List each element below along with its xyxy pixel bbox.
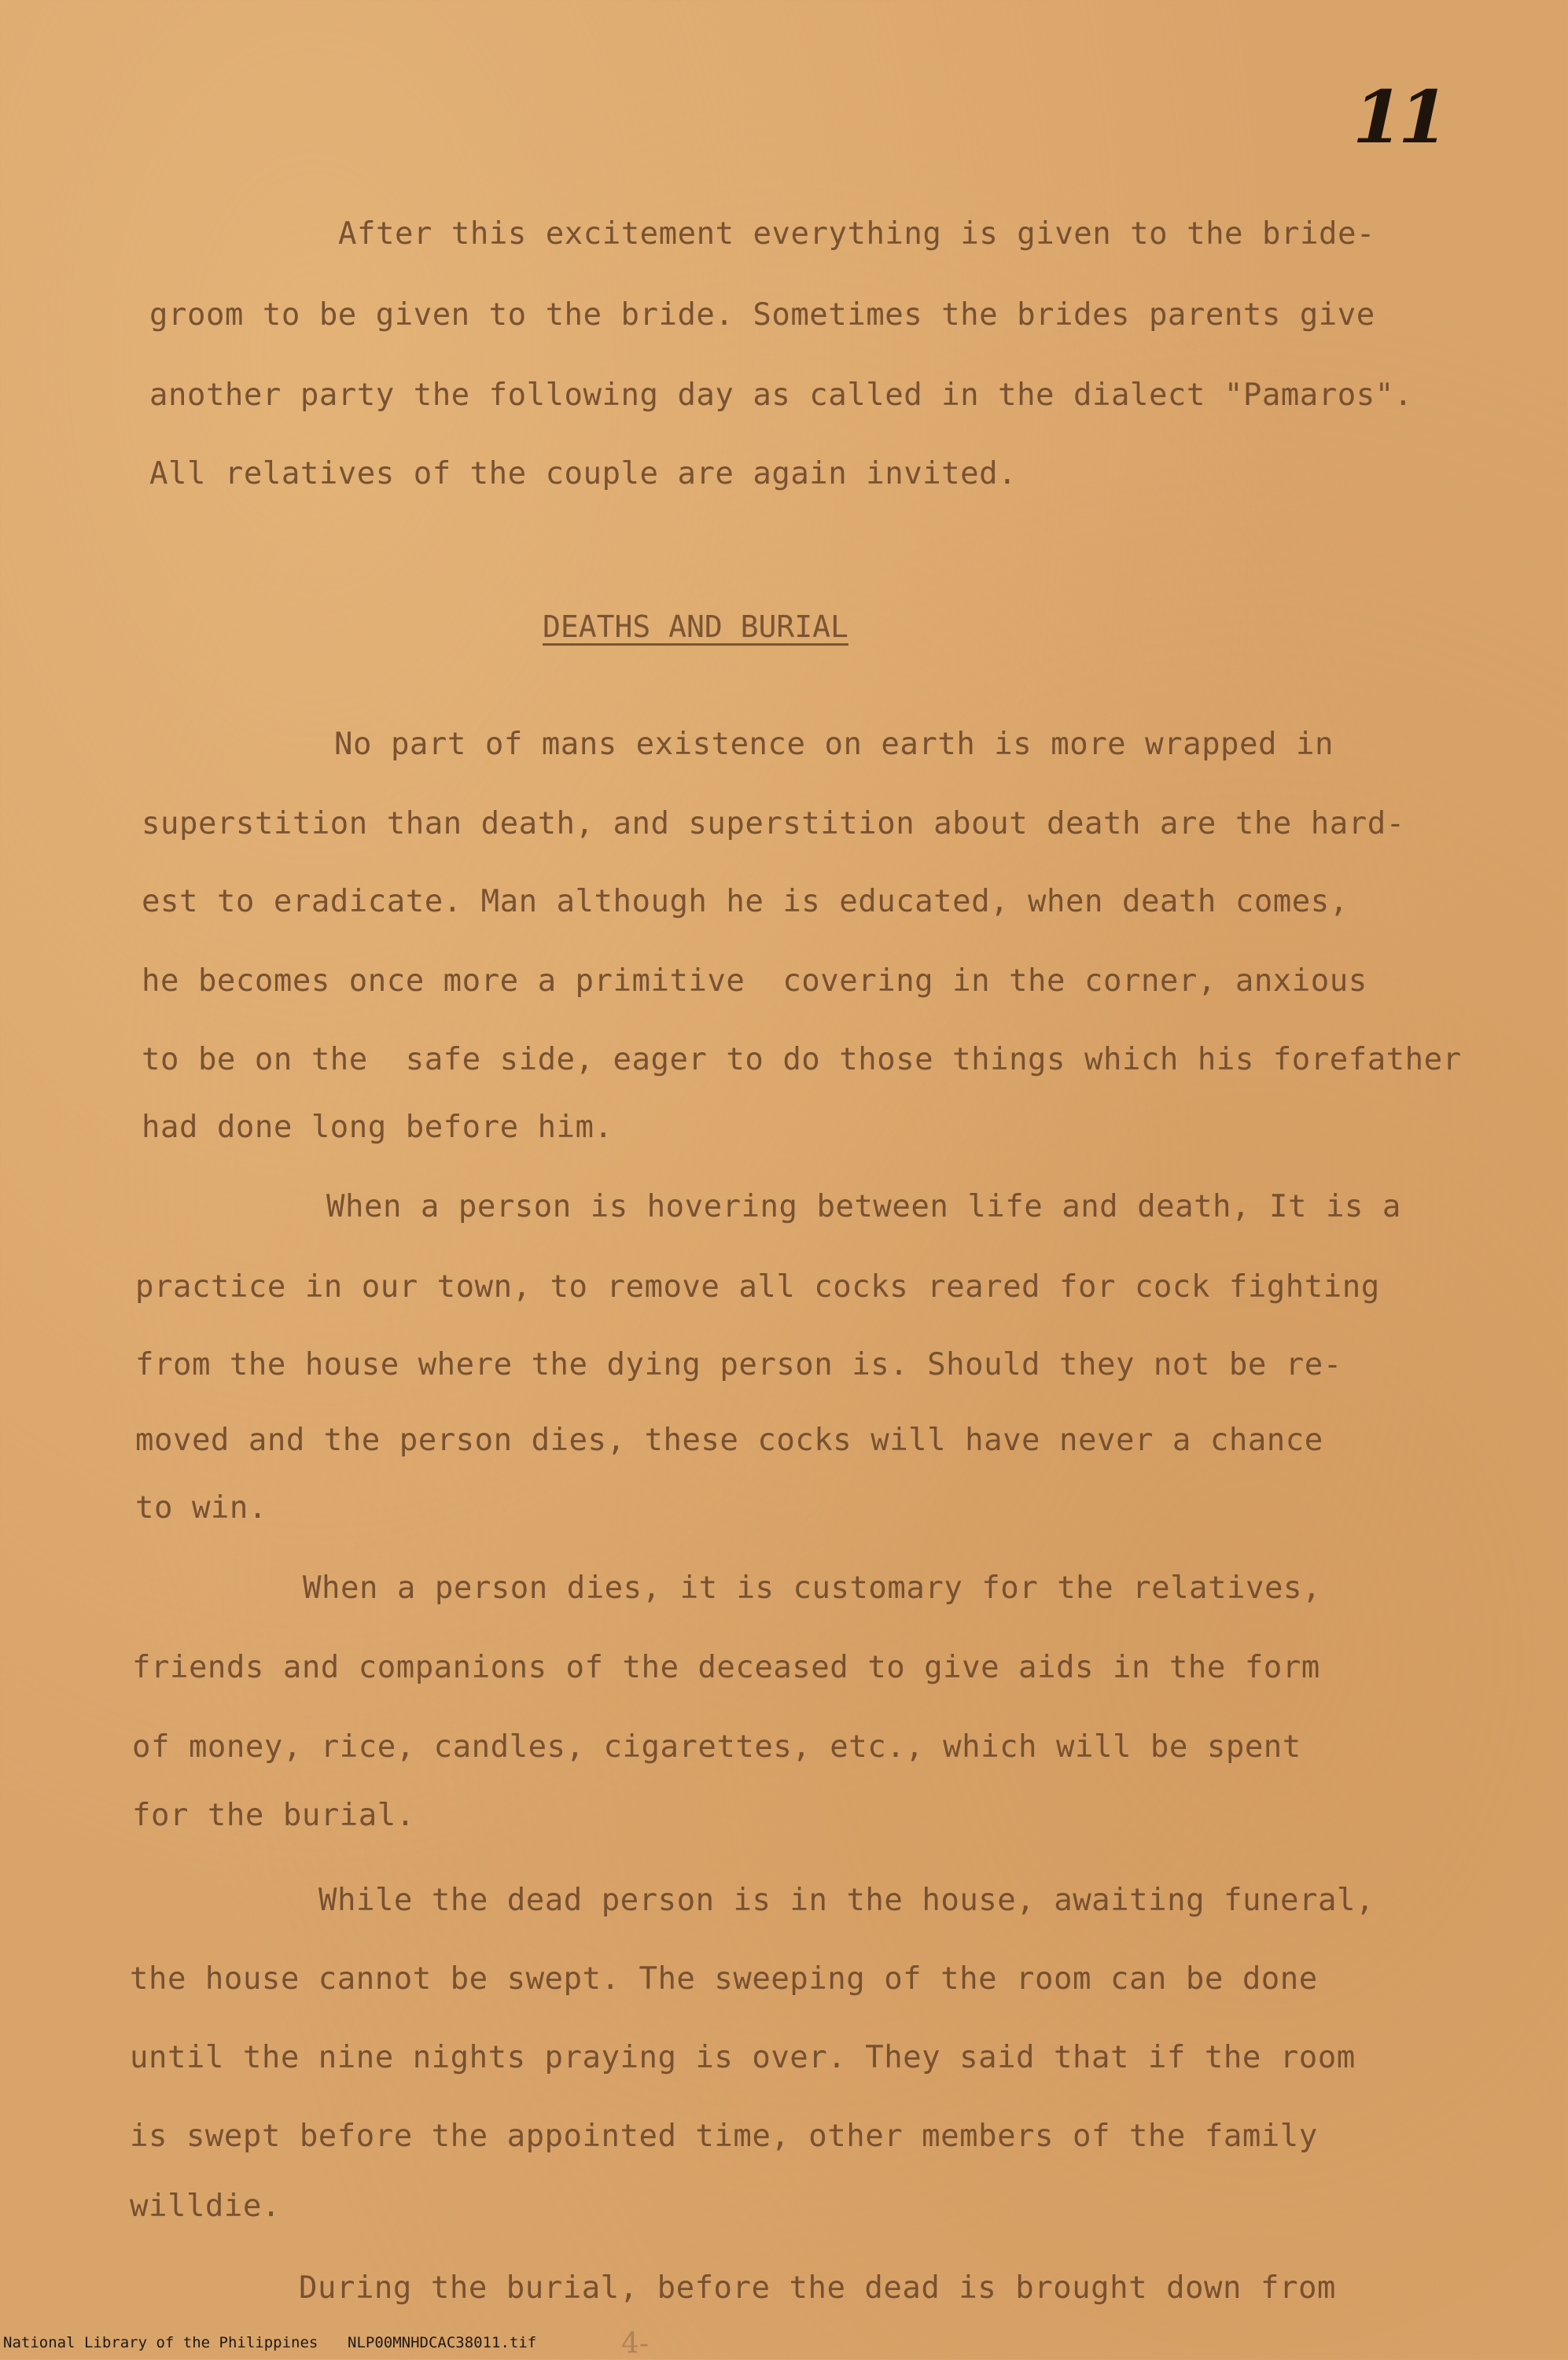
- library-credit: National Library of the Philippines: [3, 2334, 318, 2351]
- text-line: to be on the safe side, eager to do those things which his forefather: [142, 1042, 1462, 1077]
- text-line: he becomes once more a primitive covering in the corner, anxious: [142, 963, 1367, 999]
- text-line: moved and the person dies, these cocks will have never a chance: [135, 1423, 1323, 1458]
- text-line: willdie.: [130, 2189, 281, 2224]
- text-line: superstition than death, and superstition about death are the hard-: [142, 806, 1405, 841]
- text-line: another party the following day as called in the dialect "Pamaros".: [149, 377, 1413, 413]
- text-line: had done long before him.: [142, 1110, 613, 1145]
- text-line: until the nine nights praying is over. They said that if the room: [130, 2040, 1356, 2075]
- text-line: When a person dies, it is customary for the relatives,: [303, 1570, 1321, 1606]
- text-line: After this excitement everything is given to the bride-: [338, 216, 1375, 252]
- text-line: All relatives of the couple are again invited.: [149, 456, 1018, 492]
- text-line: of money, rice, candles, cigarettes, etc., which will be spent: [132, 1729, 1301, 1765]
- text-line: to win.: [135, 1490, 267, 1526]
- text-line: est to eradicate. Man although he is educated, when death comes,: [142, 884, 1349, 919]
- text-line: is swept before the appointed time, other members of the family: [130, 2119, 1318, 2154]
- file-name: NLP00MNHDCAC38011.tif: [348, 2334, 537, 2351]
- text-line: for the burial.: [132, 1798, 415, 1833]
- text-line: from the house where the dying person is. Should they not be re-: [135, 1347, 1342, 1382]
- handwritten-mark: 4-: [621, 2328, 650, 2360]
- text-line: friends and companions of the deceased to give aids in the form: [132, 1650, 1320, 1685]
- section-heading: DEATHS AND BURIAL: [543, 609, 848, 644]
- text-line: No part of mans existence on earth is more wrapped in: [334, 727, 1334, 762]
- text-line: the house cannot be swept. The sweeping of the room can be done: [130, 1961, 1318, 1997]
- text-line: During the burial, before the dead is brought down from: [299, 2270, 1336, 2306]
- text-line: While the dead person is in the house, awaiting funeral,: [318, 1883, 1375, 1918]
- text-line: groom to be given to the bride. Sometimes the brides parents give: [149, 297, 1375, 333]
- text-line: When a person is hovering between life and death, It is a: [326, 1189, 1401, 1224]
- text-line: practice in our town, to remove all cocks reared for cock fighting: [135, 1269, 1380, 1305]
- page-number: 11: [1343, 75, 1453, 160]
